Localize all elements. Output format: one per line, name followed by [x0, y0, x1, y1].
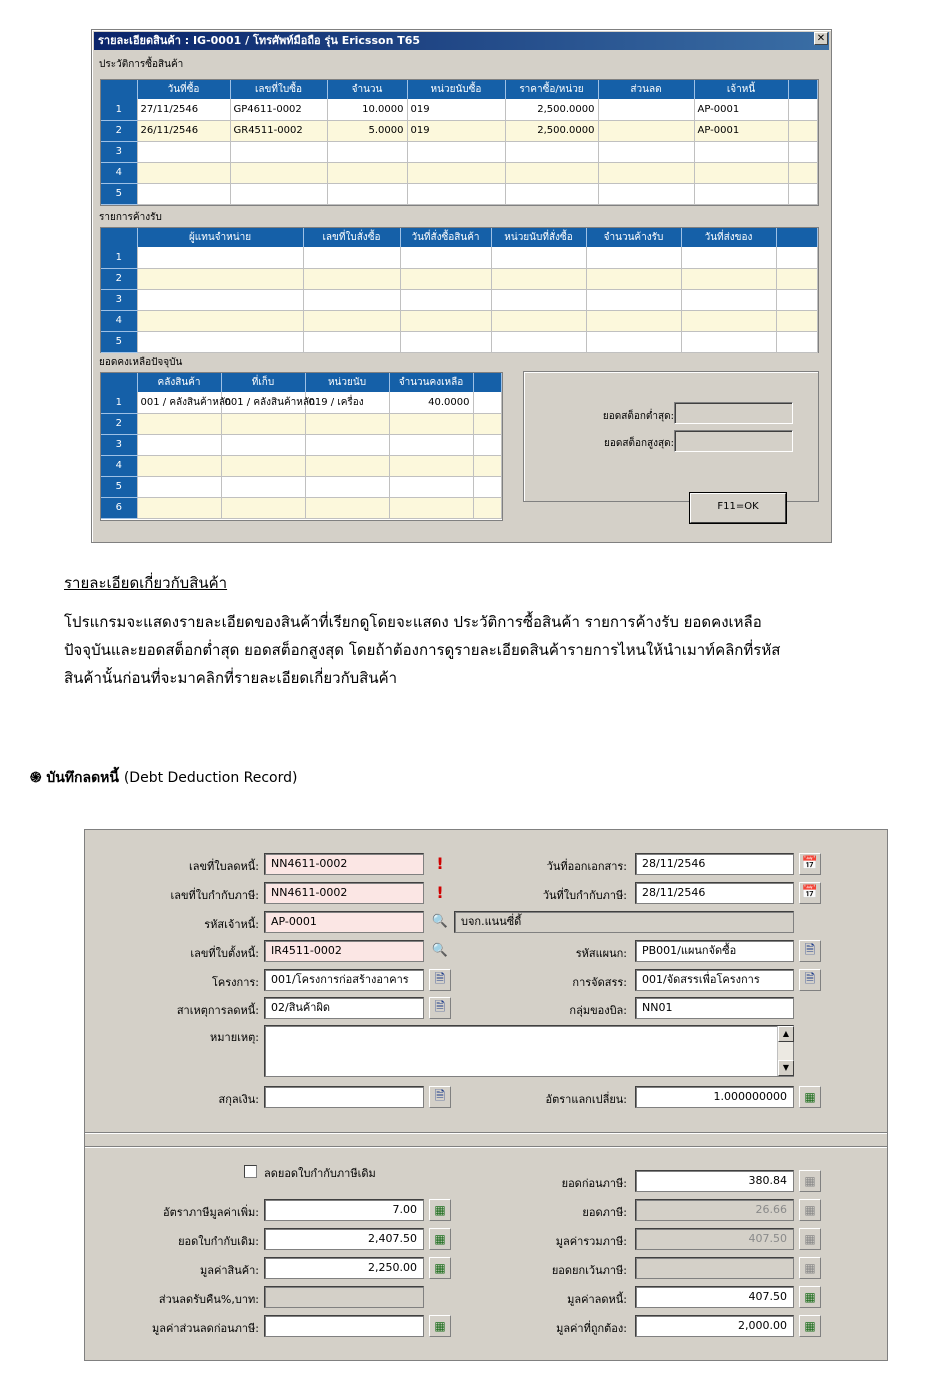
tax-field: 26.66	[635, 1199, 794, 1221]
table-cell[interactable]	[400, 289, 491, 310]
row-number[interactable]: 5	[101, 183, 137, 204]
scroll-up-icon[interactable]: ▲	[778, 1026, 794, 1042]
row-number-header	[101, 228, 137, 247]
purchase-history-label: ประวัติการซื้อสินค้า	[99, 59, 184, 70]
row-number[interactable]: 2	[101, 120, 137, 141]
table-cell[interactable]	[137, 476, 221, 497]
calculator-icon[interactable]: ▦	[799, 1170, 821, 1192]
description-paragraph	[64, 608, 872, 692]
note-textarea[interactable]	[264, 1025, 794, 1077]
table-cell[interactable]	[586, 331, 681, 352]
row-number[interactable]: 3	[101, 434, 137, 455]
table-cell[interactable]	[303, 268, 400, 289]
table-cell	[788, 99, 818, 120]
table-cell[interactable]	[221, 413, 305, 434]
table-cell[interactable]	[505, 183, 598, 204]
table-row[interactable]	[101, 310, 818, 331]
table-cell[interactable]	[681, 310, 776, 331]
bill-group-label: กลุ่มของบิล:	[569, 1004, 627, 1017]
bullet-icon: ֍	[30, 770, 42, 786]
pre-tax-label: ยอดก่อนภาษี:	[561, 1177, 627, 1190]
table-cell[interactable]	[137, 413, 221, 434]
table-cell[interactable]	[303, 310, 400, 331]
row-number[interactable]: 4	[101, 455, 137, 476]
table-cell[interactable]	[305, 476, 389, 497]
table-cell[interactable]	[221, 434, 305, 455]
table-cell[interactable]	[221, 476, 305, 497]
table-cell	[776, 331, 818, 352]
col-header[interactable]: หน่วยนับที่สั่งซื้อ	[491, 228, 586, 247]
row-number[interactable]: 2	[101, 268, 137, 289]
table-cell[interactable]	[305, 455, 389, 476]
total-tax-label: มูลค่ารวมภาษี:	[555, 1235, 627, 1248]
col-header[interactable]: ที่เก็บ	[221, 373, 305, 392]
allocation-field[interactable]: 001/จัดสรรเพื่อโครงการ	[635, 969, 794, 991]
table-cell[interactable]: 27/11/2546	[137, 99, 230, 120]
tax-exempt-field	[635, 1257, 794, 1279]
col-header[interactable]: จำนวนค้างรับ	[586, 228, 681, 247]
calculator-icon: ▦	[799, 1228, 821, 1250]
ok-button[interactable]: F11=OK	[690, 493, 786, 523]
reduce-original-checkbox[interactable]	[244, 1165, 257, 1178]
table-cell[interactable]	[407, 162, 505, 183]
table-cell[interactable]	[327, 141, 407, 162]
table-cell[interactable]: AP-0001	[694, 99, 788, 120]
description-line: ปัจจุบันและยอดสต็อกต่ำสุด ยอดสต็อกสูงสุด โดยถ้าต้องการดูรายละเอียดสินค้ารายการไหนให้นำเมาท์คลิกที่รหัส	[64, 641, 781, 659]
table-cell[interactable]	[586, 289, 681, 310]
table-cell[interactable]: GR4511-0002	[230, 120, 327, 141]
divider	[85, 1146, 887, 1148]
table-cell[interactable]	[400, 331, 491, 352]
table-row[interactable]	[101, 476, 502, 497]
section-title-en: (Debt Deduction Record)	[123, 770, 298, 786]
row-number[interactable]: 2	[101, 413, 137, 434]
table-cell[interactable]	[303, 331, 400, 352]
calculator-icon[interactable]: ▦	[799, 1086, 821, 1108]
currency-label: สกุลเงิน:	[218, 1093, 259, 1106]
tax-label: ยอดภาษี:	[582, 1206, 627, 1219]
exchange-rate-label: อัตราแลกเปลี่ยน:	[545, 1093, 627, 1106]
table-row[interactable]	[101, 289, 818, 310]
required-icon: !	[429, 853, 451, 875]
table-cell[interactable]	[491, 289, 586, 310]
col-header[interactable]: วันที่ซื้อ	[137, 80, 230, 99]
table-cell[interactable]	[137, 162, 230, 183]
original-inv-label: ยอดใบกำกับเดิม:	[178, 1235, 259, 1248]
original-inv-field[interactable]: 2,407.50	[264, 1228, 424, 1250]
close-icon[interactable]: ✕	[814, 32, 828, 45]
table-cell[interactable]	[586, 268, 681, 289]
table-cell[interactable]	[327, 183, 407, 204]
table-cell[interactable]	[491, 331, 586, 352]
table-cell[interactable]: 2,500.0000	[505, 99, 598, 120]
stock-limits-panel	[523, 371, 819, 502]
col-header[interactable]: วันที่ส่งของ	[681, 228, 776, 247]
table-cell[interactable]	[137, 331, 303, 352]
set-bill-field[interactable]: IR4511-0002	[264, 940, 424, 962]
table-cell[interactable]	[137, 268, 303, 289]
table-cell[interactable]	[400, 310, 491, 331]
table-cell	[788, 120, 818, 141]
table-cell[interactable]	[389, 476, 473, 497]
table-cell[interactable]	[137, 434, 221, 455]
col-header[interactable]: จำนวน	[327, 80, 407, 99]
col-header[interactable]: จำนวนคงเหลือ	[389, 373, 473, 392]
tax-inv-no-field[interactable]: NN4611-0002	[264, 882, 424, 904]
table-cell	[788, 141, 818, 162]
project-label: โครงการ:	[212, 976, 259, 989]
goods-value-field[interactable]: 2,250.00	[264, 1257, 424, 1279]
table-cell	[473, 392, 502, 413]
min-stock-field[interactable]	[674, 402, 793, 424]
lookup-doc-icon[interactable]: 🗎	[799, 940, 821, 962]
table-cell	[776, 268, 818, 289]
table-cell	[776, 289, 818, 310]
table-cell[interactable]	[407, 141, 505, 162]
goods-value-label: มูลค่าสินค้า:	[199, 1264, 259, 1277]
row-number[interactable]: 3	[101, 289, 137, 310]
table-cell[interactable]	[598, 141, 694, 162]
creditor-field[interactable]: AP-0001	[264, 911, 424, 933]
description-heading: รายละเอียดเกี่ยวกับสินค้า	[64, 574, 228, 592]
pending-receipt-grid[interactable]	[100, 227, 819, 353]
table-cell[interactable]	[694, 162, 788, 183]
vat-rate-label: อัตราภาษีมูลค่าเพิ่ม:	[162, 1206, 259, 1219]
col-header[interactable]: หน่วยนับซื้อ	[407, 80, 505, 99]
table-cell[interactable]	[230, 162, 327, 183]
table-cell[interactable]: 2,500.0000	[505, 120, 598, 141]
table-cell[interactable]	[400, 268, 491, 289]
table-row[interactable]	[101, 162, 818, 183]
calculator-icon[interactable]: ▦	[429, 1199, 451, 1221]
project-field[interactable]: 001/โครงการก่อสร้างอาคาร	[264, 969, 424, 991]
max-stock-field[interactable]	[674, 430, 793, 452]
row-number[interactable]: 6	[101, 497, 137, 518]
lookup-doc-icon[interactable]: 🗎	[429, 1086, 451, 1108]
table-cell	[473, 413, 502, 434]
section-title	[30, 767, 297, 789]
col-header	[473, 373, 502, 392]
department-field[interactable]: PB001/แผนกจัดซื้อ	[635, 940, 794, 962]
table-cell[interactable]	[598, 183, 694, 204]
table-cell	[788, 183, 818, 204]
table-row[interactable]	[101, 331, 818, 352]
table-row[interactable]	[101, 99, 818, 120]
debt-value-field[interactable]: 407.50	[635, 1286, 794, 1308]
table-row[interactable]	[101, 413, 502, 434]
table-row[interactable]	[101, 247, 818, 268]
product-details-window	[91, 29, 832, 543]
table-cell[interactable]	[586, 247, 681, 268]
table-cell[interactable]	[305, 413, 389, 434]
correct-value-field[interactable]: 2,000.00	[635, 1315, 794, 1337]
doc-date-field[interactable]: 28/11/2546	[635, 853, 794, 875]
table-cell[interactable]: 001 / คลังสินค้าหลัก	[221, 392, 305, 413]
description-line: โปรแกรมจะแสดงรายละเอียดของสินค้าที่เรียกดูโดยจะแสดง ประวัติการซื้อสินค้า รายการค้างรับ ยอดคงเหลือ	[64, 613, 762, 631]
table-cell[interactable]	[681, 268, 776, 289]
table-cell[interactable]	[137, 310, 303, 331]
calculator-icon[interactable]: ▦	[429, 1315, 451, 1337]
table-cell[interactable]	[230, 183, 327, 204]
table-cell	[776, 310, 818, 331]
calculator-icon[interactable]: ▦	[799, 1286, 821, 1308]
doc-date-label: วันที่ออกเอกสาร:	[546, 860, 627, 873]
allocation-label: การจัดสรร:	[572, 976, 627, 989]
table-cell[interactable]	[694, 183, 788, 204]
row-number[interactable]: 4	[101, 310, 137, 331]
debt-deduction-form	[84, 829, 888, 1361]
discount-label: ส่วนลดรับคืน%,บาท:	[158, 1293, 259, 1306]
table-cell[interactable]	[137, 247, 303, 268]
required-icon: !	[429, 882, 451, 904]
section-title-th: บันทึกลดหนี้	[46, 770, 119, 786]
table-cell[interactable]	[491, 310, 586, 331]
col-header[interactable]: หน่วยนับ	[305, 373, 389, 392]
table-cell[interactable]	[389, 455, 473, 476]
exchange-rate-field[interactable]: 1.000000000	[635, 1086, 794, 1108]
table-cell[interactable]	[305, 434, 389, 455]
table-row[interactable]	[101, 268, 818, 289]
description-line: สินค้านั้นก่อนที่จะมาคลิกที่รายละเอียดเกี่ยวกับสินค้า	[64, 669, 398, 687]
col-header[interactable]: เลขที่ใบสั่งซื้อ	[303, 228, 400, 247]
col-header[interactable]: ผู้แทนจำหน่าย	[137, 228, 303, 247]
table-cell[interactable]	[221, 455, 305, 476]
row-number-header	[101, 373, 137, 392]
current-balance-grid[interactable]	[100, 372, 503, 521]
table-cell[interactable]	[137, 141, 230, 162]
table-cell	[776, 247, 818, 268]
lookup-doc-icon[interactable]: 🗎	[429, 997, 451, 1019]
col-header[interactable]: วันที่สั่งซื้อสินค้า	[400, 228, 491, 247]
tax-exempt-label: ยอดยกเว้นภาษี:	[551, 1264, 627, 1277]
table-cell	[788, 162, 818, 183]
table-cell[interactable]: GP4611-0002	[230, 99, 327, 120]
table-row[interactable]	[101, 141, 818, 162]
table-cell[interactable]	[598, 162, 694, 183]
table-cell[interactable]	[400, 247, 491, 268]
total-tax-field: 407.50	[635, 1228, 794, 1250]
table-cell[interactable]: 019 / เครื่อง	[305, 392, 389, 413]
reason-label: สาเหตุการลดหนี้:	[176, 1004, 259, 1017]
table-cell[interactable]	[389, 413, 473, 434]
max-stock-label: ยอดสต็อกสูงสุด:	[604, 438, 674, 449]
table-cell[interactable]	[491, 247, 586, 268]
row-number[interactable]: 5	[101, 476, 137, 497]
tax-inv-no-label: เลขที่ใบกำกับภาษี:	[170, 889, 259, 902]
table-cell	[473, 497, 502, 518]
table-cell[interactable]	[505, 141, 598, 162]
table-cell[interactable]: 001 / คลังสินค้าหลัก	[137, 392, 221, 413]
table-cell[interactable]	[221, 497, 305, 518]
department-label: รหัสแผนก:	[575, 947, 627, 960]
table-cell[interactable]	[491, 268, 586, 289]
table-cell[interactable]	[303, 289, 400, 310]
pre-tax-discount-field[interactable]	[264, 1315, 424, 1337]
col-header[interactable]: เจ้าหนี้	[694, 80, 788, 99]
reduce-original-label: ลดยอดใบกำกับภาษีเดิม	[264, 1167, 376, 1180]
table-cell[interactable]: 40.0000	[389, 392, 473, 413]
pending-receipt-label: รายการค้างรับ	[99, 212, 162, 223]
table-cell[interactable]	[598, 120, 694, 141]
scroll-down-icon[interactable]: ▼	[778, 1060, 794, 1076]
table-row[interactable]	[101, 183, 818, 204]
calculator-icon[interactable]: ▦	[799, 1315, 821, 1337]
table-row[interactable]	[101, 120, 818, 141]
currency-field[interactable]	[264, 1086, 424, 1108]
table-cell[interactable]	[694, 141, 788, 162]
doc-no-field[interactable]: NN4611-0002	[264, 853, 424, 875]
table-cell[interactable]	[303, 247, 400, 268]
discount-field[interactable]	[264, 1286, 424, 1308]
table-row[interactable]	[101, 392, 502, 413]
creditor-name-field: บจก.แนนซี่ดี้	[454, 911, 794, 933]
window-title: รายละเอียดสินค้า : IG-0001 / โทรศัพท์มือถือ รุ่น Ericsson T65	[94, 32, 829, 50]
table-cell[interactable]: 019	[407, 120, 505, 141]
table-cell[interactable]	[137, 497, 221, 518]
table-cell[interactable]	[505, 162, 598, 183]
table-cell[interactable]: 5.0000	[327, 120, 407, 141]
col-header	[788, 80, 818, 99]
table-cell[interactable]	[305, 497, 389, 518]
set-bill-label: เลขที่ใบตั้งหนี้:	[190, 947, 259, 960]
pre-tax-field[interactable]: 380.84	[635, 1170, 794, 1192]
calculator-icon[interactable]: ▦	[429, 1257, 451, 1279]
correct-value-label: มูลค่าที่ถูกต้อง:	[556, 1322, 627, 1335]
lookup-doc-icon[interactable]: 🗎	[799, 969, 821, 991]
calendar-icon[interactable]: 📅	[799, 853, 821, 875]
vat-rate-field[interactable]: 7.00	[264, 1199, 424, 1221]
doc-no-label: เลขที่ใบลดหนี้:	[189, 860, 259, 873]
table-row[interactable]	[101, 455, 502, 476]
tax-inv-date-field[interactable]: 28/11/2546	[635, 882, 794, 904]
note-label: หมายเหตุ:	[210, 1031, 259, 1044]
purchase-history-grid[interactable]	[100, 79, 819, 206]
row-number[interactable]: 3	[101, 141, 137, 162]
table-cell[interactable]	[137, 183, 230, 204]
row-number[interactable]: 1	[101, 392, 137, 413]
col-header[interactable]: ส่วนลด	[598, 80, 694, 99]
col-header	[776, 228, 818, 247]
note-scrollbar[interactable]	[777, 1026, 793, 1076]
table-cell[interactable]: 10.0000	[327, 99, 407, 120]
divider	[85, 1132, 887, 1134]
creditor-label: รหัสเจ้าหนี้:	[204, 918, 259, 931]
current-balance-label: ยอดคงเหลือปัจจุบัน	[99, 357, 183, 368]
reason-field[interactable]: 02/สินค้าผิด	[264, 997, 424, 1019]
table-cell[interactable]	[598, 99, 694, 120]
table-cell	[473, 476, 502, 497]
table-cell[interactable]	[407, 183, 505, 204]
min-stock-label: ยอดสต็อกต่ำสุด:	[602, 411, 674, 422]
bill-group-field[interactable]: NN01	[635, 997, 794, 1019]
table-cell[interactable]	[389, 497, 473, 518]
calculator-icon: ▦	[799, 1199, 821, 1221]
debt-value-label: มูลค่าลดหนี้:	[567, 1293, 627, 1306]
calendar-icon[interactable]: 📅	[799, 882, 821, 904]
row-number[interactable]: 4	[101, 162, 137, 183]
search-icon[interactable]: 🔍	[429, 911, 451, 933]
table-row[interactable]	[101, 497, 502, 518]
table-cell[interactable]	[681, 289, 776, 310]
table-cell[interactable]	[681, 331, 776, 352]
table-row[interactable]	[101, 434, 502, 455]
table-cell[interactable]	[327, 162, 407, 183]
table-cell[interactable]	[681, 247, 776, 268]
table-cell[interactable]	[137, 289, 303, 310]
row-number[interactable]: 1	[101, 99, 137, 120]
table-cell[interactable]	[586, 310, 681, 331]
calculator-icon: ▦	[799, 1257, 821, 1279]
table-cell	[473, 455, 502, 476]
calculator-icon[interactable]: ▦	[429, 1228, 451, 1250]
table-cell[interactable]: AP-0001	[694, 120, 788, 141]
search-icon[interactable]: 🔍	[429, 940, 451, 962]
table-cell[interactable]	[230, 141, 327, 162]
row-number-header	[101, 80, 137, 99]
col-header[interactable]: คลังสินค้า	[137, 373, 221, 392]
col-header[interactable]: เลขที่ใบซื้อ	[230, 80, 327, 99]
table-cell[interactable]	[137, 455, 221, 476]
row-number[interactable]: 1	[101, 247, 137, 268]
table-cell[interactable]	[389, 434, 473, 455]
pre-tax-discount-label: มูลค่าส่วนลดก่อนภาษี:	[152, 1322, 259, 1335]
lookup-doc-icon[interactable]: 🗎	[429, 969, 451, 991]
table-cell	[473, 434, 502, 455]
table-cell[interactable]: 26/11/2546	[137, 120, 230, 141]
row-number[interactable]: 5	[101, 331, 137, 352]
table-cell[interactable]: 019	[407, 99, 505, 120]
col-header[interactable]: ราคาซื้อ/หน่วย	[505, 80, 598, 99]
tax-inv-date-label: วันที่ใบกำกับภาษี:	[542, 889, 627, 902]
